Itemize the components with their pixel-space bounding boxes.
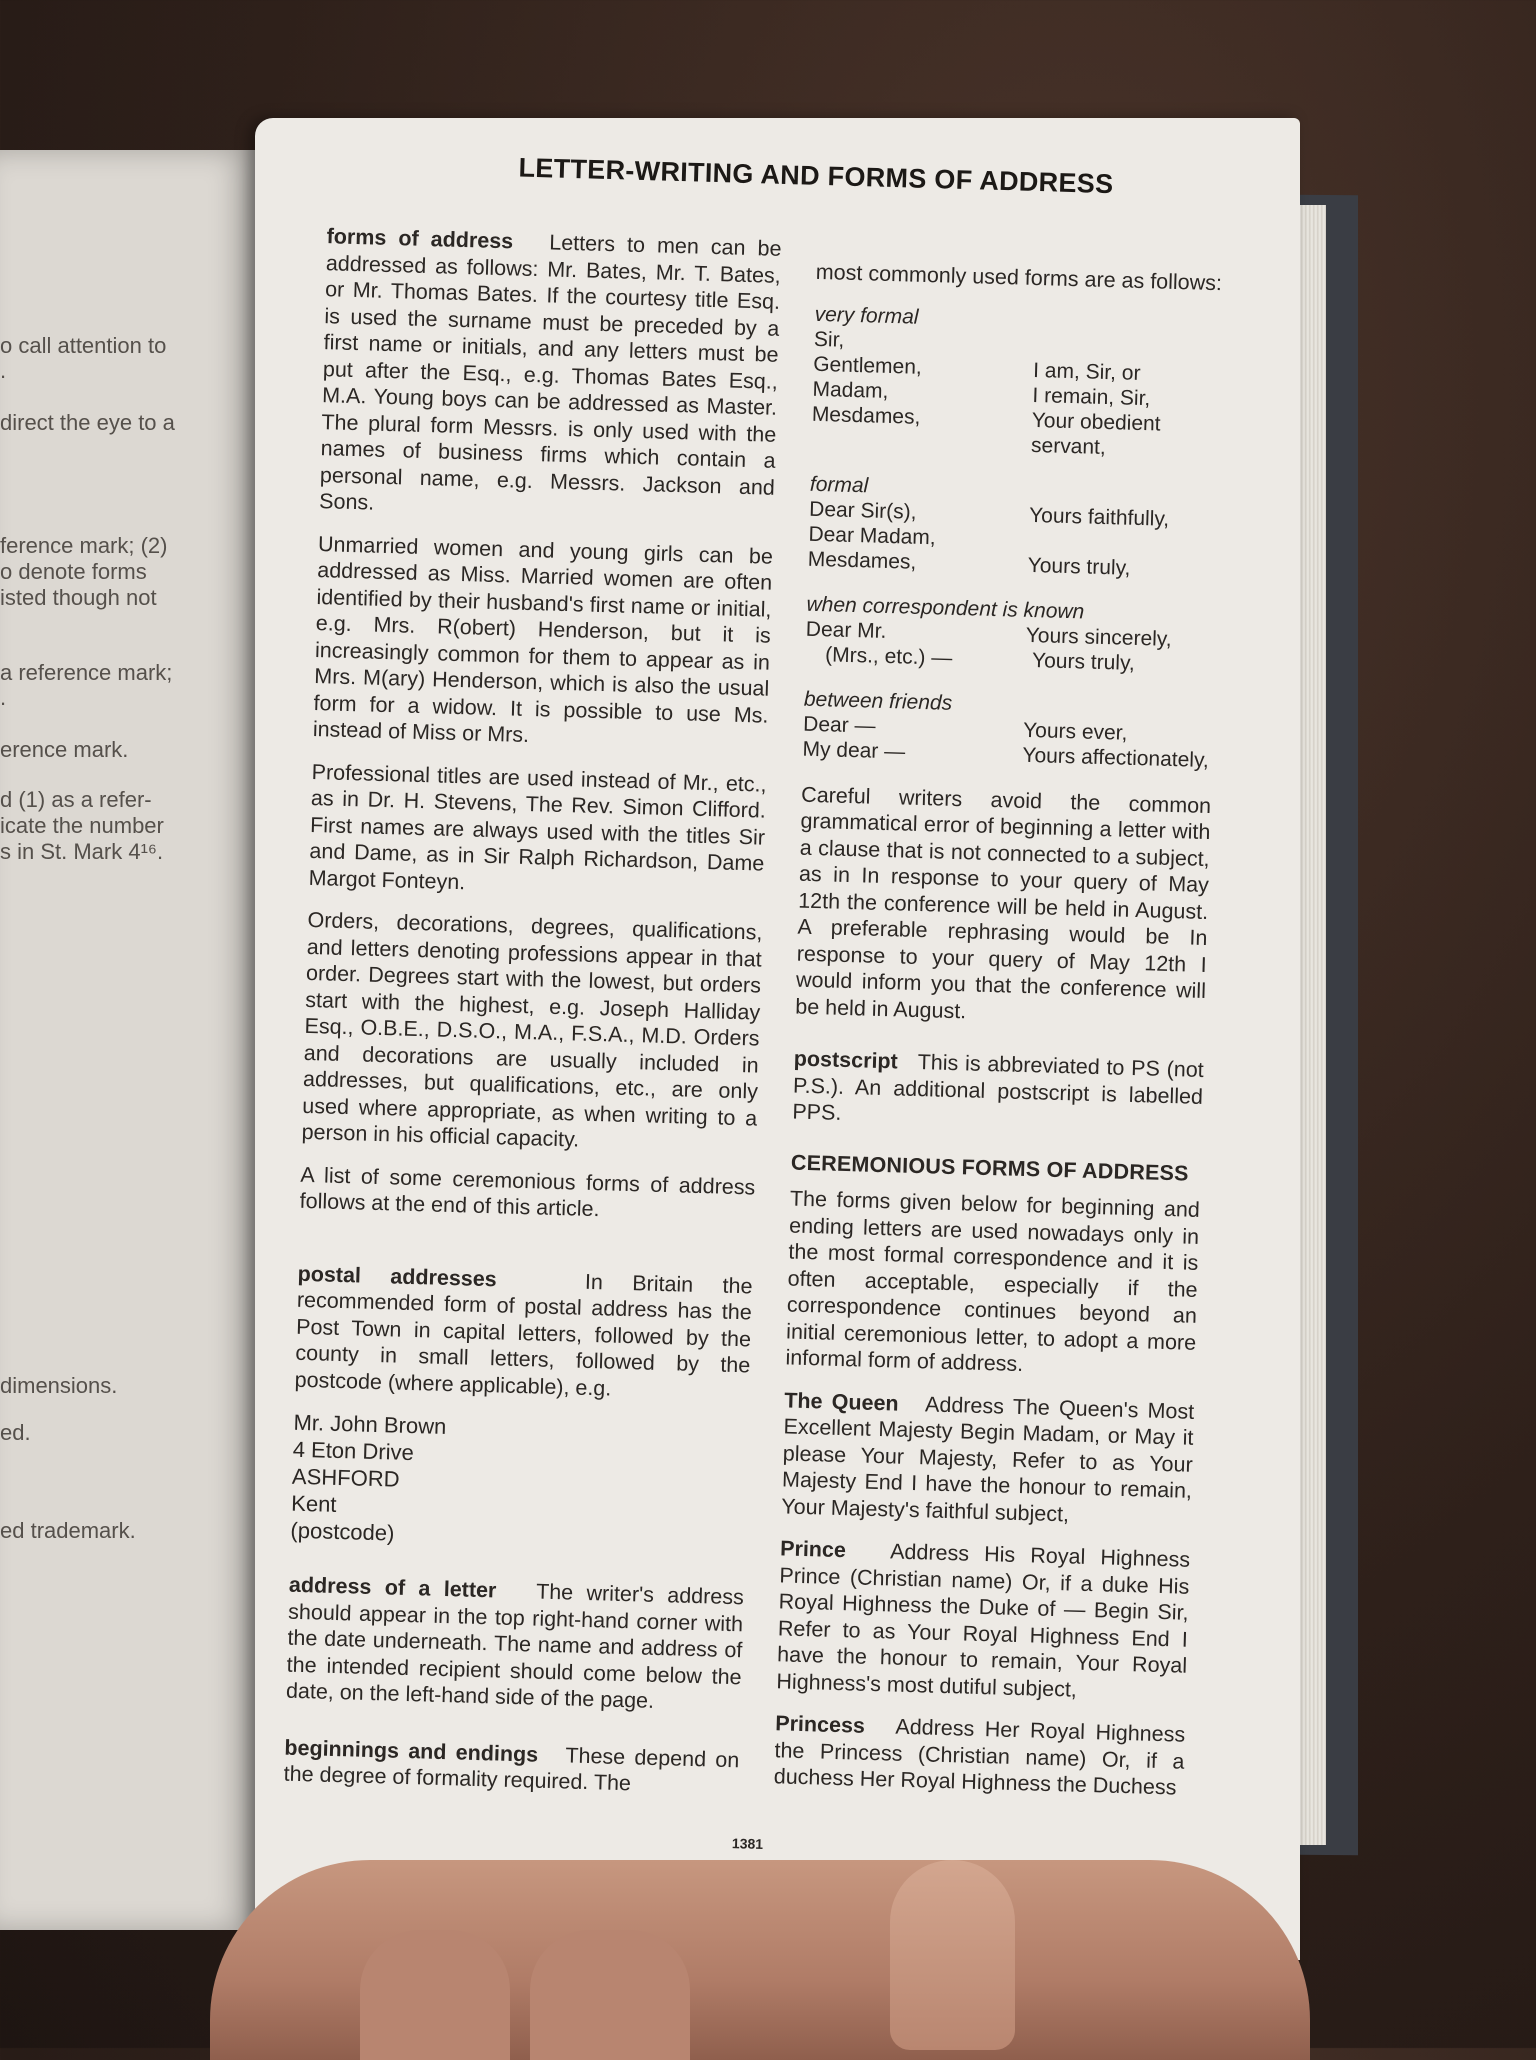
- address-line: ASHFORD: [291, 1463, 400, 1492]
- paragraph: [773, 1710, 1185, 1801]
- paragraph: [781, 1387, 1195, 1531]
- paragraph: The forms given below for beginning and ending letters are used nowadays only in the most formal correspondence and it is often acceptable, especially if the correspondence continues beyond an initial ceremonious letter, to adopt a more informal form of address.: [785, 1186, 1201, 1377]
- left-fragment: .: [0, 685, 7, 710]
- paragraph: [319, 223, 782, 527]
- form-begin: Gentlemen,: [812, 352, 923, 379]
- left-fragment: a reference mark;: [0, 660, 173, 685]
- column-right: [773, 259, 1226, 1817]
- form-end: servant,: [1030, 433, 1107, 459]
- entry-body: Address The Queen's Most Excellent Majesty Begin Madam, or May it please Your Majesty, Refer to as Your Majesty End I have the honour to remain, Your Majesty's faithful subject,: [781, 1391, 1195, 1526]
- entry-body: This is abbreviated to PS (not P.S.). An additional postscript is labelled PPS.: [792, 1050, 1205, 1125]
- form-begin: Madam,: [812, 377, 889, 403]
- entry-body: Letters to men can be addressed as follows: Mr. Bates, Mr. T. Bates, or Mr. Thomas Bates. If the courtesy title Esq. is used the surname must be preceded by a first name or initials, and any letters must be put after the Esq., e.g. Thomas Bates Esq., M.A. Young boys can be addressed as Master. The plural form Messrs. is only used with the names of business firms which contain a personal name, e.g. Messrs. Jackson and Sons.: [318, 230, 782, 515]
- forms-very-formal: [811, 301, 1225, 462]
- left-page: [0, 150, 255, 1930]
- paragraph: A list of some ceremonious forms of address follows at the end of this article.: [299, 1162, 756, 1222]
- paragraph: [294, 1260, 753, 1405]
- address-line: Mr. John Brown: [293, 1409, 447, 1439]
- left-fragment: erence mark.: [0, 737, 129, 762]
- form-end: Yours faithfully,: [1028, 503, 1170, 531]
- paragraph: [776, 1535, 1190, 1705]
- form-end: Yours affectionately,: [1022, 743, 1210, 772]
- paragraph: Professional titles are used instead of Mr., etc., as in Dr. H. Stevens, The Rev. Simon Clifford. First names are always used with the titles Sir and Dame, as in Sir Ralph Richardson, Dame Margot Fonteyn.: [308, 759, 767, 894]
- form-end: Yours ever,: [1022, 718, 1128, 745]
- form-end: I am, Sir, or: [1032, 358, 1141, 385]
- form-end: Yours sincerely,: [1025, 623, 1172, 651]
- form-begin: [811, 426, 1027, 457]
- entry-head: Prince: [779, 1536, 847, 1563]
- form-end: Yours truly,: [1027, 553, 1131, 580]
- form-begin: Dear Mr.: [805, 617, 887, 643]
- page-title: LETTER-WRITING AND FORMS OF ADDRESS: [518, 152, 1114, 200]
- form-begin: Sir,: [813, 327, 845, 352]
- paragraph: [286, 1572, 745, 1717]
- right-page: [255, 118, 1300, 1960]
- page-number: 1381: [731, 1835, 764, 1852]
- form-end: Your obedient: [1031, 408, 1161, 436]
- entry-head: Princess: [774, 1711, 866, 1738]
- section-heading: CEREMONIOUS FORMS OF ADDRESS: [790, 1150, 1189, 1186]
- left-fragment: d (1) as a refer-: [0, 787, 152, 812]
- finger: [530, 1930, 690, 2060]
- address-line: Kent: [290, 1490, 337, 1517]
- left-fragment: s in St. Mark 4¹⁶.: [0, 839, 164, 864]
- entry-head: postal addresses: [297, 1261, 498, 1291]
- form-end: I remain, Sir,: [1032, 383, 1151, 410]
- form-end: Yours truly,: [1031, 648, 1136, 675]
- forms-title: between friends: [803, 687, 953, 715]
- form-begin: Dear Madam,: [808, 522, 937, 549]
- paragraph: Unmarried women and young girls can be addressed as Miss. Married women are often identified by their husband's first name or initial, e.g. Mrs. R(obert) Henderson, but it is increasingly common for them to appear as in Mrs. M(ary) Henderson, which is also the usual form for a widow. It is possible to use Ms. instead of Miss or Mrs.: [312, 531, 774, 748]
- left-fragment: icate the number: [0, 813, 164, 838]
- entry-head: address of a letter: [288, 1572, 497, 1603]
- form-begin: Mesdames,: [811, 402, 921, 429]
- entry-body: The writer's address should appear in the top right-hand corner with the date underneath. The name and address of the intended recipient should come below the date, on the left-hand side of the page.: [285, 1579, 745, 1713]
- left-fragment: ed trademark.: [0, 1518, 136, 1543]
- paragraph: Careful writers avoid the common grammatical error of beginning a letter with a clause that is not connected to a subject, as in In response to your query of May 12th the conference will be held in August. A preferable rephrasing would be In response to your query of May 12th I would inform you that the conference will be held in August.: [795, 782, 1212, 1023]
- forms-friends: [802, 686, 1214, 772]
- left-fragment: isted though not: [0, 585, 157, 610]
- paragraph: [792, 1046, 1204, 1137]
- entry-head: The Queen: [784, 1387, 899, 1416]
- column-left: [283, 223, 782, 1816]
- paragraph: [283, 1734, 739, 1800]
- left-fragment: o call attention to: [0, 333, 167, 358]
- entry-head: beginnings and endings: [284, 1735, 539, 1767]
- finger: [360, 1930, 510, 2060]
- thumb: [890, 1860, 1015, 2050]
- entry-body: Address His Royal Highness Prince (Christian name) Or, if a duke His Royal Highness the Duke of — Begin Sir, Refer to as Your Royal Highness End I have the honour to remain, Your Royal Highness's most dutiful subject,: [776, 1539, 1191, 1702]
- left-fragment: direct the eye to a: [0, 410, 175, 435]
- forms-formal: [807, 471, 1220, 582]
- paragraph: most commonly used forms are as follows:: [815, 259, 1223, 296]
- left-fragment: o denote forms: [0, 559, 147, 584]
- forms-title: very formal: [814, 302, 919, 329]
- form-begin: Mesdames,: [807, 547, 917, 574]
- address-line: (postcode): [290, 1517, 395, 1546]
- forms-title: when correspondent is known: [806, 592, 1085, 623]
- left-fragment: dimensions.: [0, 1373, 118, 1398]
- left-fragment: ference mark; (2): [0, 533, 168, 558]
- forms-title: formal: [809, 472, 869, 497]
- forms-known: [805, 591, 1217, 677]
- entry-head: postscript: [793, 1046, 899, 1074]
- left-fragment: ed.: [0, 1420, 31, 1445]
- entry-body: Address Her Royal Highness the Princess (Christian name) Or, if a duchess Her Royal Highness the Duchess: [773, 1714, 1186, 1800]
- paragraph: Orders, decorations, degrees, qualifications, and letters denoting professions appear in that order. Degrees start with the lowest, but orders start with the highest, e.g. Joseph Halliday Esq., O.B.E., D.S.O., M.A., F.S.A., M.D. Orders and decorations are usually included in addresses, but qualifications, etc., are only used where appropriate, as when writing to a person in his official capacity.: [301, 907, 763, 1152]
- entry-head: forms of address: [326, 224, 514, 254]
- left-fragment: .: [0, 358, 7, 383]
- address-line: 4 Eton Drive: [292, 1436, 415, 1466]
- entry-body: These depend on the degree of formality required. The: [283, 1742, 740, 1796]
- form-begin: (Mrs., etc.) —: [824, 642, 953, 670]
- form-begin: My dear —: [802, 737, 906, 764]
- entry-body: In Britain the recommended form of postal address has the Post Town in capital letters, followed by the county in small letters, followed by the postcode (where applicable), e.g.: [294, 1269, 753, 1401]
- form-begin: Dear Sir(s),: [808, 497, 917, 524]
- sample-address: [290, 1409, 749, 1557]
- form-begin: Dear —: [802, 712, 876, 738]
